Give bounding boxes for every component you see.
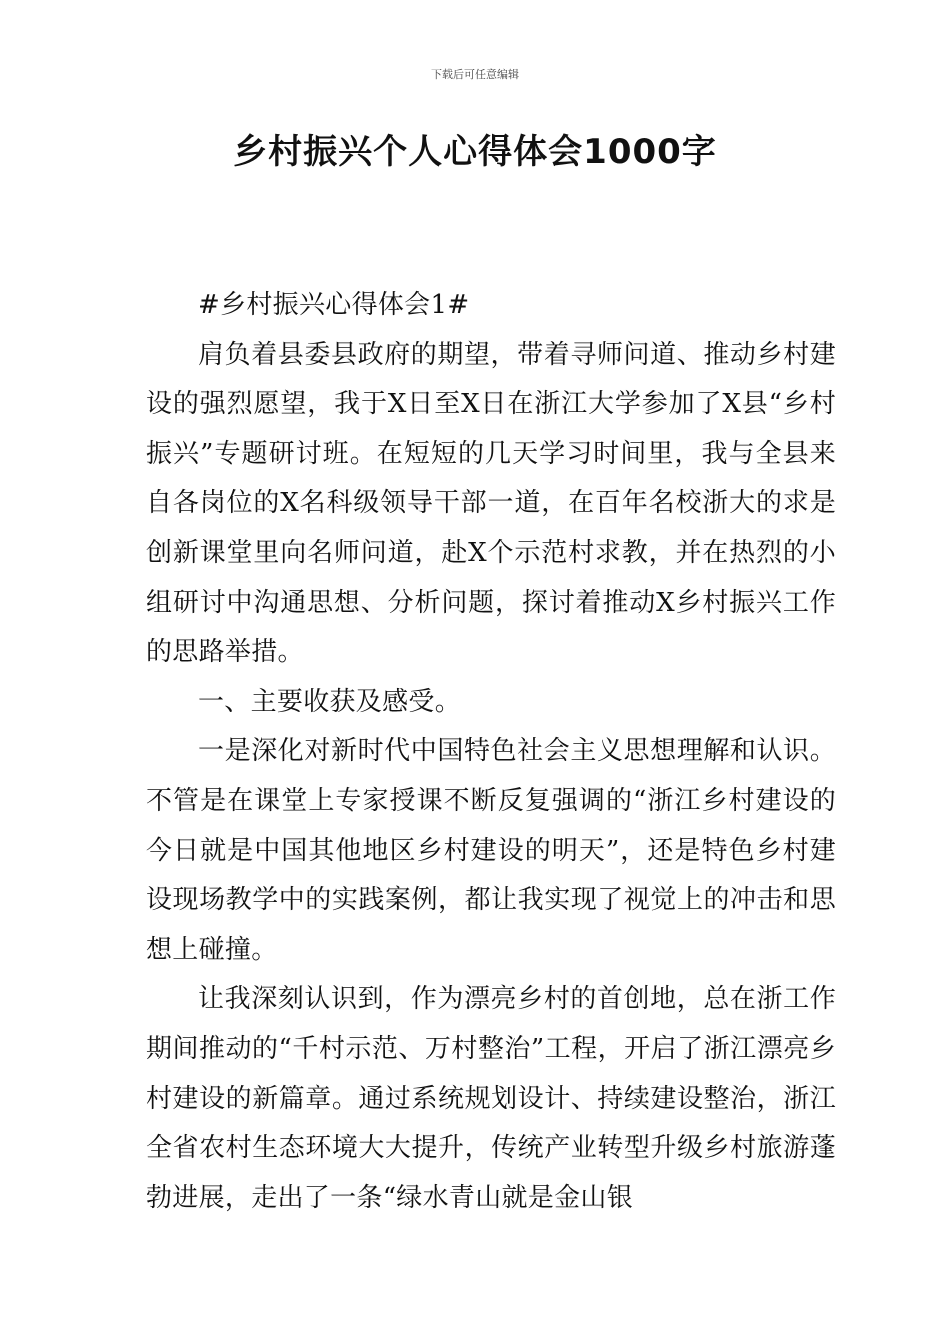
document-body bbox=[146, 281, 836, 1223]
paragraph: 让我深刻认识到，作为漂亮乡村的首创地，总在浙工作期间推动的“千村示范、万村整治”工程，开启了浙江漂亮乡村建设的新篇章。通过系统规划设计、持续建设整治，浙江全省农村生态环境大大提升，传统产业转型升级乡村旅游蓬勃进展，走出了一条“绿水青山就是金山银 bbox=[146, 984, 836, 1213]
subsection-heading: 一、主要收获及感受。 bbox=[198, 686, 462, 717]
paragraph: 一是深化对新时代中国特色社会主义思想理解和认识。不管是在课堂上专家授课不断反复强调的“浙江乡村建设的今日就是中国其他地区乡村建设的明天”，还是特色乡村建设现场教学中的实践案例，都让我实现了视觉上的冲击和思想上碰撞。 bbox=[146, 736, 836, 965]
paragraph: 肩负着县委县政府的期望，带着寻师问道、推动乡村建设的强烈愿望，我于X日至X日在浙江大学参加了X县“乡村振兴”专题研讨班。在短短的几天学习时间里，我与全县来自各岗位的X名科级领导干部一道，在百年名校浙大的求是创新课堂里向名师问道，赴X个示范村求教，并在热烈的小组研讨中沟通思想、分析问题，探讨着推动X乡村振兴工作的思路举措。 bbox=[146, 339, 836, 668]
document-title: 乡村振兴个人心得体会1000字 bbox=[233, 132, 717, 172]
section-heading: #乡村振兴心得体会1# bbox=[198, 290, 470, 320]
header-note: 下载后可任意编辑 bbox=[431, 68, 519, 81]
